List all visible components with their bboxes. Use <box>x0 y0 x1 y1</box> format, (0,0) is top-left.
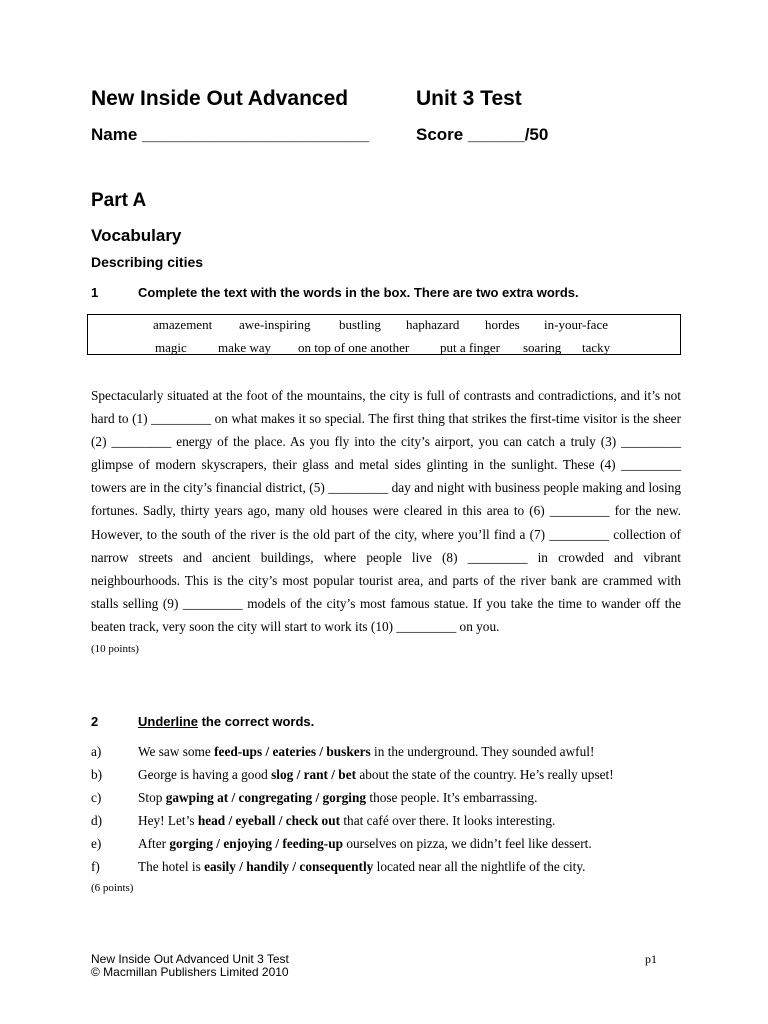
box-word: in-your-face <box>544 317 608 332</box>
passage-text: Spectacularly situated at the foot of the mountains, the city is full of contrasts and contradictions, and it’s not hard to (1) _________ on what makes it so special. The first thing that strikes the first-time visitor is the sheer (2) _________ energy of the place. As you fly into the city’s airport, you can catch a truly (3) _________ glimpse of modern skyscrapers, their glass and metal sides glinting in the sunlight. These (4) _________ towers are in the city’s financial district, (5) _________ day and night with business people making and losing fortunes. Sadly, thirty years ago, many old houses were cleared in this area to (6) _________ for the new. However, to the south of the river is the old part of the city, where you’ll find a (7) _________ collection of narrow streets and ancient buildings, where people live (8) _________ in crowded and vibrant neighbourhoods. This is the city’s most popular tourist area, and parts of the river bank are crammed with stalls selling (9) _________ models of the city’s most famous statue. If you take the time to wander off the beaten track, very soon the city will start to work its (10) _________ on you. <box>91 388 681 634</box>
page-number: p1 <box>645 952 657 966</box>
box-word: soaring <box>523 340 562 355</box>
score-line: Score ______/50 <box>416 125 549 144</box>
box-word: haphazard <box>406 317 460 332</box>
part-heading: Part A <box>91 190 147 211</box>
question-text: Stop gawping at / congregating / gorging those people. It’s embarrassing. <box>138 790 538 805</box>
subsection-heading: Describing cities <box>91 254 204 270</box>
question-text: George is having a good slog / rant / bet about the state of the country. He’s really upset! <box>138 767 614 782</box>
question-letter: f) <box>91 859 100 874</box>
instruction-rest: the correct words. <box>197 714 315 729</box>
section-heading: Vocabulary <box>91 226 182 245</box>
footer-title: New Inside Out Advanced Unit 3 Test <box>91 952 289 966</box>
question-row <box>91 834 681 854</box>
question-text: We saw some feed-ups / eateries / buskers in the underground. They sounded awful! <box>138 744 595 759</box>
question-text: The hotel is easily / handily / consequently located near all the nightlife of the city. <box>138 859 586 874</box>
question-letter: c) <box>91 790 102 805</box>
instruction-underlined-word: Underline <box>138 714 198 729</box>
exercise2-instruction <box>138 714 314 729</box>
box-word: amazement <box>153 317 213 332</box>
box-word: hordes <box>485 317 520 332</box>
answer-options: feed-ups / eateries / buskers <box>214 744 371 759</box>
box-word: magic <box>155 340 187 355</box>
name-line: Name ________________________ <box>91 125 369 144</box>
box-word: awe-inspiring <box>239 317 311 332</box>
question-row <box>91 765 681 785</box>
document-title: New Inside Out Advanced <box>91 87 349 110</box>
question-row <box>91 811 681 831</box>
exercise1-number: 1 <box>91 285 99 300</box>
unit-title: Unit 3 Test <box>416 87 522 110</box>
exercise1-points: (10 points) <box>91 643 139 656</box>
answer-options: head / eyeball / check out <box>197 813 341 828</box>
box-word: make way <box>218 340 272 355</box>
exercise2-number: 2 <box>91 714 99 729</box>
question-row <box>91 857 681 877</box>
answer-options: easily / handily / consequently <box>204 859 374 874</box>
answer-options: gawping at / congregating / gorging <box>165 790 367 805</box>
box-word: on top of one another <box>298 340 410 355</box>
question-row <box>91 742 681 762</box>
footer-copyright: © Macmillan Publishers Limited 2010 <box>91 965 289 979</box>
question-text: After gorging / enjoying / feeding-up ourselves on pizza, we didn’t feel like dessert. <box>138 836 592 851</box>
question-text: Hey! Let’s head / eyeball / check out that café over there. It looks interesting. <box>138 813 556 828</box>
question-letter: d) <box>91 813 103 828</box>
box-word: tacky <box>582 340 611 355</box>
answer-options: slog / rant / bet <box>271 767 357 782</box>
exercise2-points: (6 points) <box>91 882 134 894</box>
question-letter: b) <box>91 767 103 782</box>
exercise1-passage <box>91 384 681 661</box>
exercise1-instruction: Complete the text with the words in the box. There are two extra words. <box>138 285 579 300</box>
box-word: bustling <box>339 317 381 332</box>
question-letter: a) <box>91 744 102 759</box>
question-letter: e) <box>91 836 102 851</box>
answer-options: gorging / enjoying / feeding-up <box>169 836 344 851</box>
word-box <box>87 314 681 355</box>
question-row <box>91 788 681 808</box>
box-word: put a finger <box>440 340 500 355</box>
